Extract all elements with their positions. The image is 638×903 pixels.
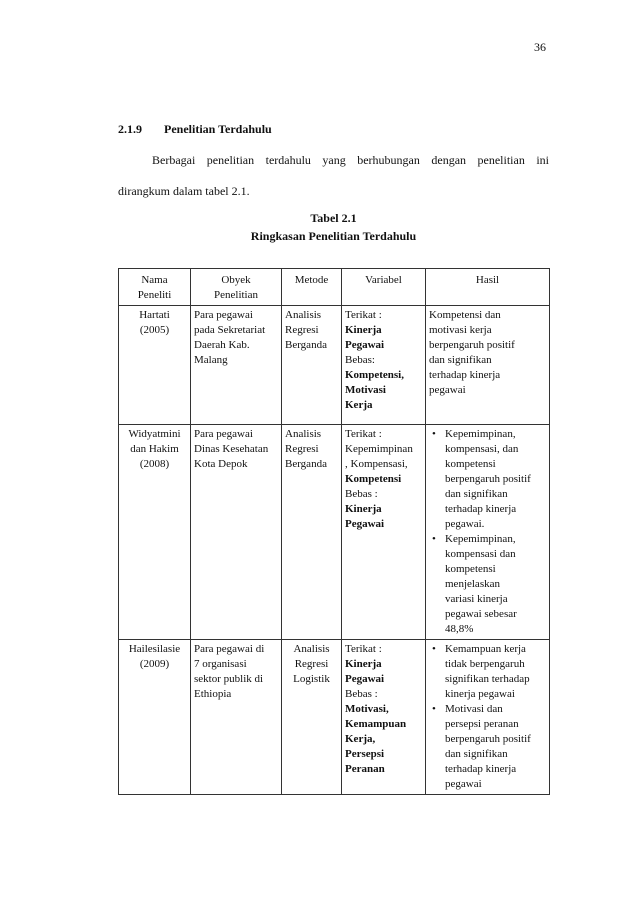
cell-line: • Kemampuan kerja <box>445 643 526 655</box>
cell-line: Terikat : <box>345 428 382 440</box>
table-header-row <box>119 269 550 306</box>
cell-line: motivasi kerja <box>429 324 492 336</box>
table-row <box>119 640 550 795</box>
table-row <box>119 306 550 425</box>
table-row <box>119 425 550 640</box>
cell-line: Ethiopia <box>194 688 232 700</box>
cell-line: Analisis <box>285 428 322 440</box>
cell-line: Persepsi <box>345 748 385 760</box>
cell-line: dan signifikan <box>429 354 492 366</box>
cell-line: persepsi peranan <box>445 718 519 730</box>
cell-hasil <box>426 640 550 795</box>
table-number: Tabel 2.1 <box>310 211 357 225</box>
cell-line: Kompetensi, <box>345 369 404 381</box>
header-obyek-penelitian <box>191 269 282 306</box>
cell-line: 7 organisasi <box>194 658 247 670</box>
cell-line: Kinerja <box>345 324 382 336</box>
header-nama-peneliti <box>119 269 191 306</box>
cell-variabel <box>342 425 426 640</box>
cell-metode <box>282 640 342 795</box>
cell-line: Daerah Kab. <box>194 339 250 351</box>
cell-line: Kompetensi <box>345 473 402 485</box>
cell-line: dan signifikan <box>445 488 508 500</box>
cell-line: Pegawai <box>345 339 385 351</box>
cell-line: Terikat : <box>345 643 382 655</box>
cell-line: berpengaruh positif <box>429 339 515 351</box>
table-title: Ringkasan Penelitian Terdahulu <box>250 229 417 243</box>
cell-line: kompensasi dan <box>445 548 516 560</box>
cell-line: Analisis <box>285 309 322 321</box>
cell-variabel <box>342 640 426 795</box>
cell-line: berpengaruh positif <box>445 473 531 485</box>
cell-line: Widyatmini <box>128 428 181 440</box>
section-title: Penelitian Terdahulu <box>164 122 272 136</box>
cell-line: kompensasi, dan <box>445 443 519 455</box>
cell-line: terhadap kinerja <box>429 369 501 381</box>
cell-hasil <box>426 306 550 425</box>
cell-nama <box>119 425 191 640</box>
cell-line: Kompetensi dan <box>429 309 501 321</box>
cell-line: Regresi <box>294 658 329 670</box>
cell-line: Malang <box>194 354 228 366</box>
cell-line: terhadap kinerja <box>445 503 517 515</box>
hasil-bullet <box>429 642 546 702</box>
hasil-bullet <box>429 702 546 792</box>
cell-obyek <box>191 425 282 640</box>
cell-line: Peranan <box>345 763 385 775</box>
cell-line: sektor publik di <box>194 673 264 685</box>
cell-line: Terikat : <box>345 309 382 321</box>
section-number: 2.1.9 <box>118 122 142 136</box>
cell-line: Para pegawai di <box>194 643 265 655</box>
cell-obyek <box>191 306 282 425</box>
cell-line: pegawai <box>429 384 466 396</box>
cell-line: Bebas: <box>345 354 375 366</box>
cell-line: • Kepemimpinan, <box>445 533 516 545</box>
cell-line: Kinerja <box>345 503 382 515</box>
cell-line: Hartati <box>139 309 170 321</box>
cell-line: menjelaskan <box>445 578 500 590</box>
cell-line: Berganda <box>285 458 327 470</box>
header-text: Peneliti <box>137 289 172 301</box>
cell-line: Berganda <box>285 339 327 351</box>
cell-line: Para pegawai <box>194 309 253 321</box>
hasil-bullet-list <box>429 642 546 792</box>
cell-line: Hailesilasie <box>128 643 181 655</box>
cell-line: pegawai sebesar <box>445 608 517 620</box>
cell-line: pegawai. <box>445 518 485 530</box>
header-text: Nama <box>141 274 168 286</box>
cell-line: Regresi <box>285 324 319 336</box>
cell-line: (2005) <box>139 324 170 336</box>
cell-metode <box>282 306 342 425</box>
cell-line: Pegawai <box>345 518 385 530</box>
cell-line: Kepemimpinan <box>345 443 413 455</box>
cell-line: kompetensi <box>445 458 496 470</box>
cell-line: Analisis <box>293 643 330 655</box>
page-number: 36 <box>534 40 546 54</box>
cell-hasil <box>426 425 550 640</box>
cell-line: Logistik <box>293 673 330 685</box>
cell-line: dan Hakim <box>130 443 179 455</box>
cell-line: Motivasi <box>345 384 386 396</box>
header-text: Penelitian <box>214 289 258 301</box>
cell-line: Pegawai <box>345 673 385 685</box>
cell-line: Kemampuan <box>345 718 407 730</box>
cell-line: pada Sekretariat <box>194 324 266 336</box>
cell-line: Regresi <box>285 443 319 455</box>
cell-line: Bebas : <box>345 688 378 700</box>
hasil-bullet-list <box>429 427 546 637</box>
cell-line: variasi kinerja <box>445 593 508 605</box>
cell-line: signifikan terhadap <box>445 673 530 685</box>
hasil-bullet <box>429 427 546 532</box>
cell-line: • Motivasi dan <box>445 703 503 715</box>
cell-line: pegawai <box>445 778 482 790</box>
cell-line: Dinas Kesehatan <box>194 443 269 455</box>
cell-line: berpengaruh positif <box>445 733 531 745</box>
table-caption <box>118 209 549 245</box>
cell-line: Kinerja <box>345 658 382 670</box>
cell-line: Kerja, <box>345 733 376 745</box>
cell-line: , Kompensasi, <box>345 458 408 470</box>
header-text: Obyek <box>221 274 251 286</box>
cell-line: Kota Depok <box>194 458 248 470</box>
header-hasil: Hasil <box>426 269 550 306</box>
cell-line: terhadap kinerja <box>445 763 517 775</box>
cell-line: Para pegawai <box>194 428 253 440</box>
research-table <box>118 268 550 795</box>
cell-line: kompetensi <box>445 563 496 575</box>
cell-line: 48,8% <box>445 623 474 635</box>
cell-line: dan signifikan <box>445 748 508 760</box>
section-heading <box>118 122 272 137</box>
header-variabel: Variabel <box>342 269 426 306</box>
intro-paragraph-line-2: dirangkum dalam tabel 2.1. <box>118 184 250 198</box>
hasil-bullet <box>429 532 546 637</box>
cell-line: Motivasi, <box>345 703 389 715</box>
cell-nama <box>119 640 191 795</box>
header-metode: Metode <box>282 269 342 306</box>
cell-line: Bebas : <box>345 488 378 500</box>
intro-paragraph-line-1: Berbagai penelitian terdahulu yang berhubungan dengan penelitian ini <box>152 153 549 167</box>
cell-line: (2009) <box>139 658 170 670</box>
cell-variabel <box>342 306 426 425</box>
cell-metode <box>282 425 342 640</box>
cell-nama <box>119 306 191 425</box>
cell-line: (2008) <box>139 458 170 470</box>
cell-line: Kerja <box>345 399 373 411</box>
cell-line: kinerja pegawai <box>445 688 515 700</box>
cell-obyek <box>191 640 282 795</box>
cell-line: tidak berpengaruh <box>445 658 525 670</box>
cell-line: • Kepemimpinan, <box>445 428 516 440</box>
